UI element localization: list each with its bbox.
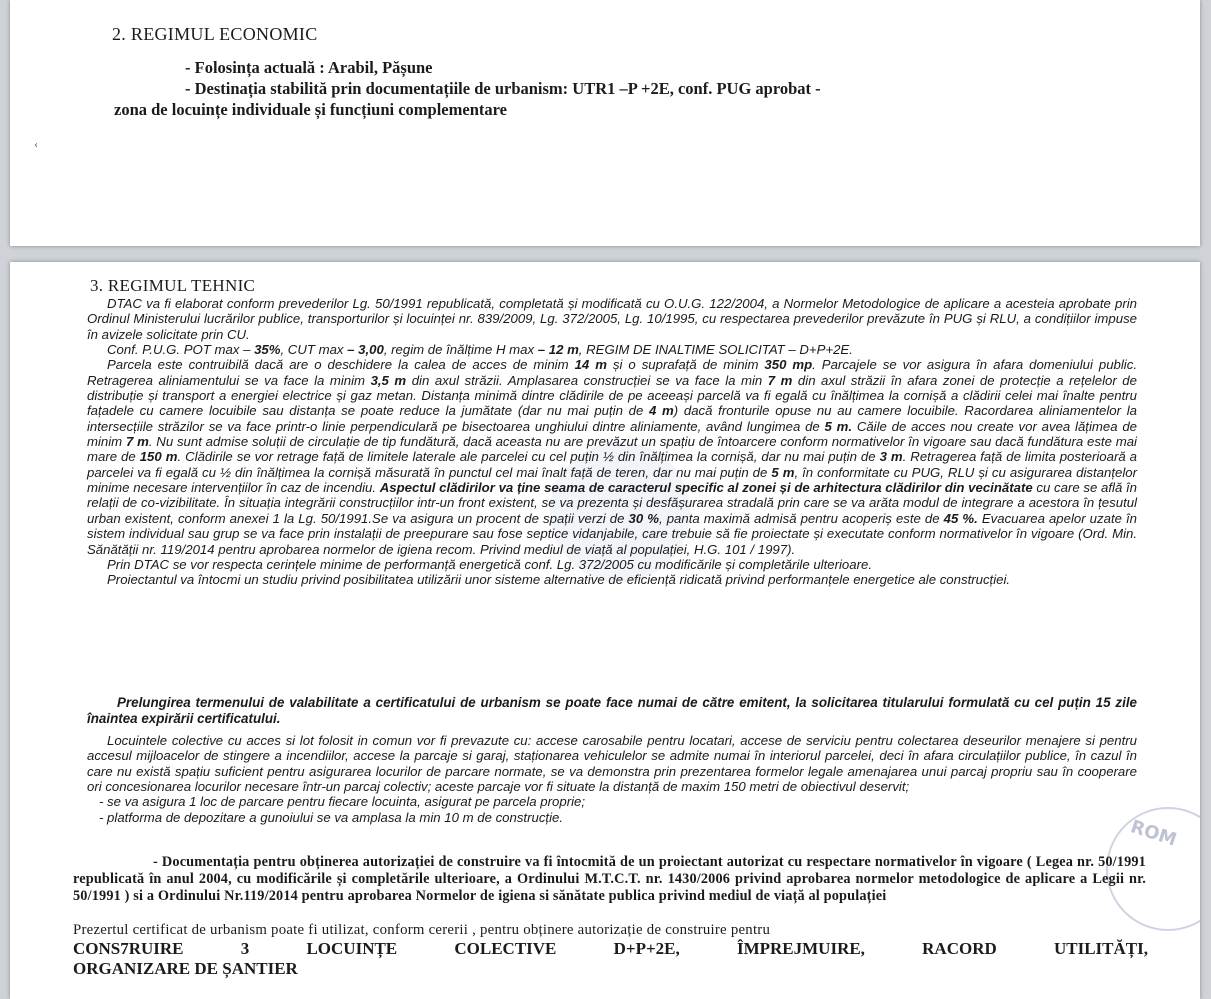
stamp-text: ROM	[1127, 816, 1180, 851]
parcel-segment: 7 m	[125, 434, 149, 450]
parcel-segment: cu care se află în relații de co-vizibilitate. În situația integrării construcțiilor intr-un front existent, se va prezenta și desfășurarea stradală prin care se va arăta modul de integrare a acestora în țesutul urban existent, conform anexei 1 la Lg. 50/1991.Se va asigura un procent de spații verzi de	[87, 480, 1137, 526]
parcel-segment: . Retragerea față de limita posterioară a parcelei va fi egală cu ½ din înălțimea la cornișă măsurată în punctul cel mai înalt față de teren, dar nu mai puțin de	[87, 449, 1137, 480]
construction-purpose-line1: CONS7RUIRE 3 LOCUINȚE COLECTIVE D+P+2E, ÎMPREJMUIRE, RACORD UTILITĂȚI,	[73, 939, 1148, 958]
parcel-segment: ) dacă fronturile opuse nu au camere locuibile. Racordarea aliniamentelor la intersecțiile străzilor se va face printr-o linie perpendiculară pe bisectoarea unghiului dintre aliniamente, având lungimea de	[87, 403, 1137, 434]
paragraph-certificate-use: Prezertul certificat de urbanism poate fi utilizat, conform cererii , pentru obținere autorizație de construire pentru	[73, 922, 771, 938]
parcel-segment: din axul străzii în afara zonei de protecție a rețelelor de distribuție și transport a energiei electrice și gaz metan. Distanța minimă dintre clădirile de pe aceeași parcelă va fi egală cu înălțimea la cornișă a clădirii celei mai înalte pentru fațadele cu camere locuibile sau distanța se poate reduce la jumătate (dar nu mai puțin de	[87, 372, 1137, 419]
paragraph-collective: Locuintele colective cu acces si lot folosit in comun vor fi prevazute cu: accese carosabile pentru locatari, accese de serviciu pentru colectarea deseurilor menajere si pentru accesul mijloacelor de stingere a incendiilor, accese la parcaje si garaj, staționarea vehiculelor se admite numai în interiorul parcelei, deci în afara circulațiilor publice, în cazul în care nu există spațiu suficient pentru asigurarea locurilor de parcare normate, se va demonstra prin prezentarea formelor legale amenajarea unui parcaj propriu sau în cooperare ori concesionarea locurilor necesare într-un parcaj colectiv; aceste parcaje vor fi situate la distanță de maxim 150 metri de obiectivul deservit;	[87, 733, 1137, 795]
parcel-segment: 5 m.	[824, 418, 853, 434]
paragraph-parcel	[87, 357, 1137, 556]
paragraph-extension: Prelungirea termenului de valabilitate a certificatului de urbanism se poate face numai de către emitent, la solicitarea titularului formulată cu cel puțin 15 zile înaintea expirării certificatului.	[87, 695, 1137, 726]
section-heading-technical: 3. REGIMUL TEHNIC	[90, 276, 256, 295]
parcel-segment: 45 %.	[943, 510, 978, 526]
current-use-line: - Folosința actuală : Arabil, Pășune	[185, 58, 433, 77]
parcel-segment: 150 m	[139, 449, 178, 465]
parcel-segment: din axul străzii. Amplasarea construcției se va face la min	[406, 372, 768, 388]
pug-text-e: , regim de înălțime H max	[383, 342, 538, 358]
parcel-segment: 3,5 m	[370, 372, 407, 388]
waste-rule: - platforma de depozitare a gunoiului se va amplasa la min 10 m de construcție.	[99, 809, 564, 825]
margin-mark: ‹	[34, 140, 38, 151]
zone-line: zona de locuințe individuale și funcțiuni complementare	[114, 100, 507, 119]
paragraph-energy: Prin DTAC se vor respecta cerințele minime de performanță energetică conf. Lg. 372/2005 cu modificările și completările ulterioare.	[107, 556, 872, 572]
parcel-segment: Aspectul clădirilor va ține seama de caracterul specific al zonei și de arhitectura clădirilor din vecinătate	[379, 480, 1033, 496]
pug-height: – 12 m	[537, 342, 579, 358]
construction-purpose-line2: ORGANIZARE DE ȘANTIER	[73, 959, 298, 978]
paragraph-study: Proiectantul va întocmi un studiu privind posibilitatea utilizării unor sisteme alternative de eficiență ridicată privind performanțele energetice ale construcției.	[107, 572, 1011, 588]
section-heading-economic: 2. REGIMUL ECONOMIC	[112, 24, 318, 44]
parcel-segment: , panta maximă admisă pentru acoperiș este de	[659, 510, 944, 526]
parcel-segment: 5 m	[771, 464, 795, 480]
parcel-segment: 14 m	[574, 357, 607, 373]
paragraph-dtac: DTAC va fi elaborat conform prevederilor Lg. 50/1991 republicată, completată și modificată cu O.U.G. 122/2004, a Normelor Metodologice de aplicare a acesteia aprobate prin Ordinul Ministerului lucrărilor publice, transporturilor și locuinței nr. 839/2009, Lg. 372/2005, Lg. 10/1995, cu respectarea prevederilor prevăzute în PUG și RLU, a condițiilor impuse în avizele solicitate prin CU.	[87, 296, 1137, 342]
pug-cut: – 3,00	[347, 342, 384, 358]
construction-purpose	[73, 939, 1148, 979]
pug-text-c: , CUT max	[280, 342, 348, 358]
document-page-2	[10, 262, 1200, 999]
parcel-segment: 7 m	[767, 372, 793, 388]
destination-line: - Destinația stabilită prin documentațiile de urbanism: UTR1 –P +2E, conf. PUG aprobat -	[185, 79, 821, 98]
collective-housing	[87, 733, 1137, 825]
parcel-segment: . Nu sunt admise soluții de circulație de tip fundătură, dacă aceasta nu are prevăzut un spațiu de întoarcere conform normativelor în vigoare sau dacă fundătura este mai mare de	[87, 434, 1137, 465]
technical-body	[87, 296, 1137, 588]
parcel-segment: 4 m	[649, 403, 674, 419]
parcel-segment: . Parcajele se vor asigura în afara domeniului public. Retragerea aliniamentului se va face la minim	[87, 357, 1137, 388]
pug-text-a: Conf. P.U.G. POT max –	[107, 342, 255, 358]
pug-text-g: , REGIM DE INALTIME SOLICITAT – D+P+2E.	[578, 342, 853, 358]
parcel-segment: 350 mp	[764, 357, 813, 373]
parcel-segment: Căile de acces nou create vor avea lățimea de minim	[87, 418, 1137, 450]
parcel-segment: 30 %	[628, 510, 659, 526]
parcel-segment: și o suprafață de minim	[606, 357, 765, 373]
paragraph-documentation: - Documentația pentru obținerea autorizației de construire va fi întocmită de un proiectant autorizat cu respectare normativelor în vigoare ( Legea nr. 50/1991 republicată în anul 2004, cu modificările și completările ulterioare, a Ordinului M.T.C.T. nr. 1430/2006 privind aprobarea normelor metodologice de aplicare a Legii nr. 50/1991 ) si a Ordinului Nr.119/2014 pentru aprobarea Normelor de igiena si sănătate publica privind mediul de viață al populației	[73, 854, 1146, 904]
document-page-1	[10, 0, 1200, 246]
parcel-segment: . Clădirile se vor retrage față de limitele laterale ale parcelei cu cel puțin ½ din înălțimea la cornișă, dar nu mai puțin de	[177, 449, 880, 465]
parcel-segment: Evacuarea apelor uzate în sistem individual sau grup se va face prin instalații de preepurare sau fose septice vidanjabile, care trebuie să fie proiectate și executate conform normativelor în vigoare (Ord. Min. Sănătății nr. 119/2014 pentru aprobarea normelor de igiena recom. Privind mediul de viață al populației, H.G. 101 / 1997).	[87, 510, 1138, 557]
pug-pot: 35%	[254, 342, 281, 358]
parcel-segment: 3 m	[879, 449, 903, 465]
paragraph-pug	[87, 342, 1137, 357]
parcel-segment: , în conformitate cu PUG, RLU și cu asigurarea distanțelor minime necesare intervențiilor în caz de incendiu.	[87, 464, 1137, 496]
parking-rule: - se va asigura 1 loc de parcare pentru fiecare locuinta, asigurat pe parcela proprie;	[99, 794, 586, 810]
parcel-segment: Parcela este contruibilă dacă are o deschidere la calea de acces de minim	[107, 357, 575, 373]
